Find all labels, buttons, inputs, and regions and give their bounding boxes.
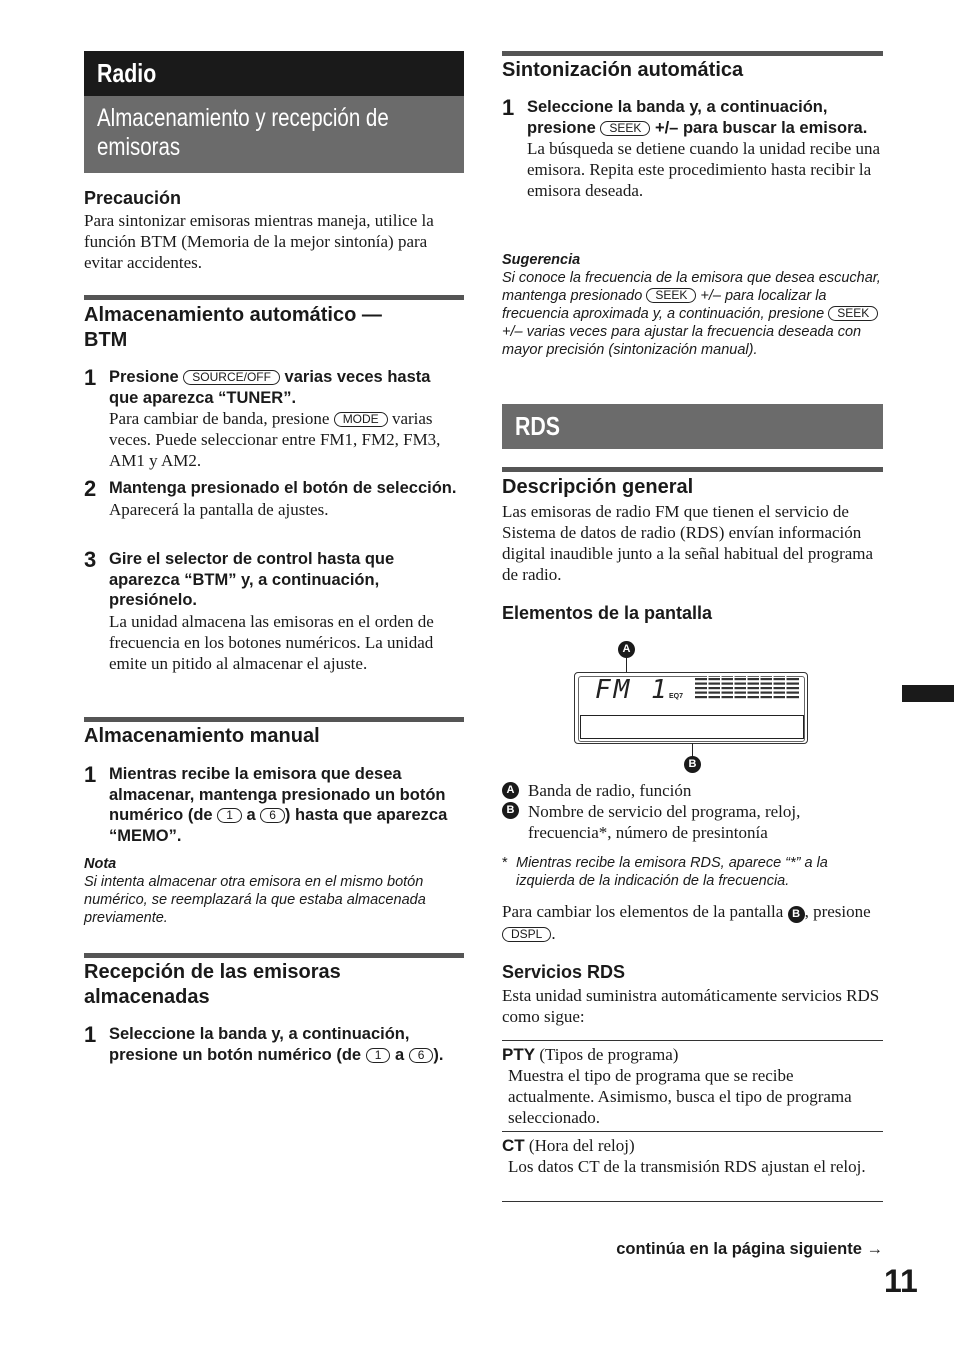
key-6: 6 — [409, 1048, 434, 1063]
services-body: Esta unidad suministra automáticamente servicios RDS como sigue: — [502, 986, 880, 1026]
step-text: ) hasta que aparezca “MEMO”. — [109, 806, 448, 845]
mode-key: MODE — [334, 412, 388, 427]
step-text: Mantenga presionado el botón de selección. — [109, 479, 457, 497]
section-rule — [84, 295, 464, 300]
rds-header-bar — [502, 404, 883, 449]
seek-key: SEEK — [828, 306, 878, 321]
service-name: (Hora del reloj) — [524, 1136, 635, 1155]
callout-b-badge: B — [684, 756, 701, 773]
auto-store-heading: Almacenamiento automático — BTM — [84, 304, 382, 351]
tip-text: +/– varias veces para ajustar la frecuencia deseada con mayor precisión (sintonización manual). — [502, 324, 862, 358]
table-rule — [502, 1040, 883, 1041]
lcd-frame — [574, 672, 808, 744]
tip-text: Si conoce la frecuencia de la emisora que desea escuchar, mantenga presionado — [502, 270, 881, 304]
key-1: 1 — [366, 1048, 391, 1063]
footnote-text: Mientras recibe la emisora RDS, aparece “*” a la izquierda de la indicación de la frecuencia. — [516, 855, 828, 889]
callout-b-badge: B — [502, 802, 519, 819]
step-text: a — [390, 1045, 409, 1064]
manual-store-heading: Almacenamiento manual — [84, 725, 320, 747]
step-body: Aparecerá la pantalla de ajustes. — [109, 499, 329, 519]
auto-store-step-1 — [84, 367, 464, 471]
step-text: Mientras recibe la emisora que desea almacenar, mantenga presionado un botón numérico (de — [109, 765, 446, 824]
section-rule — [502, 51, 883, 56]
page-edge-tab — [902, 685, 954, 702]
step-text: varias veces hasta que aparezca “TUNER”. — [109, 368, 431, 407]
step-body: La unidad almacena las emisoras en el orden de frecuencia en los botones numéricos. La unidad emite un pitido al almacenar el ajuste. — [109, 611, 434, 673]
precaution-body: Para sintonizar emisoras mientras maneja, utilice la función BTM (Memoria de la mejor sintonía) para evitar accidentes. — [84, 211, 434, 272]
auto-tuning-heading: Sintonización automática — [502, 59, 744, 81]
services-heading: Servicios RDS — [502, 962, 626, 982]
change-display-text — [502, 901, 883, 944]
tip-title: Sugerencia — [502, 252, 581, 268]
step-number: 3 — [84, 547, 97, 572]
service-code: PTY — [502, 1045, 536, 1064]
service-pty — [502, 1044, 883, 1128]
auto-store-step-3 — [84, 549, 464, 674]
key-1: 1 — [217, 808, 242, 823]
callout-a-line — [626, 658, 627, 673]
step-text: Gire el selector de control hasta que aparezca “BTM” y, a continuación, presiónelo. — [109, 550, 395, 609]
subsection-title: Almacenamiento y recepción de emisoras — [97, 104, 389, 161]
page-number: 11 — [884, 1263, 918, 1299]
callout-a-badge: A — [618, 641, 635, 658]
callout-a-badge: A — [502, 782, 519, 799]
footnote-mark: * — [502, 855, 508, 871]
display-item-a — [502, 780, 883, 799]
step-body: Para cambiar de banda, presione — [109, 409, 334, 428]
text: , presione — [804, 902, 871, 921]
item-b-text: Nombre de servicio del programa, reloj, frecuencia*, número de presintonía — [528, 802, 801, 842]
callout-b-line — [692, 743, 693, 757]
table-rule — [502, 1201, 883, 1202]
dspl-key: DSPL — [502, 927, 551, 942]
manual-store-step-1 — [84, 764, 464, 846]
overview-body: Las emisoras de radio FM que tienen el servicio de Sistema de datos de radio (RDS) envían información digital inaudible junto a la señal habitual del programa de radio. — [502, 502, 874, 584]
display-illustration — [574, 641, 810, 776]
text: Para cambiar los elementos de la pantalla — [502, 902, 788, 921]
seek-key: SEEK — [646, 288, 696, 303]
subsection-header-bar — [84, 96, 464, 173]
tip-body — [502, 269, 883, 359]
section-header-bar — [84, 51, 464, 96]
step-text: Presione — [109, 368, 184, 386]
section-rule — [84, 717, 464, 722]
section-title: Radio — [97, 58, 157, 88]
step-number: 2 — [84, 476, 97, 501]
overview-heading: Descripción general — [502, 476, 694, 498]
step-text: Seleccione la banda y, a continuación, presione — [527, 98, 828, 137]
lcd-segment-dots — [695, 676, 803, 702]
service-desc: Muestra el tipo de programa que se recibe actualmente. Asimismo, busca el tipo de programa seleccionado. — [508, 1066, 852, 1127]
step-number: 1 — [84, 762, 97, 787]
section-rule — [502, 467, 883, 472]
display-item-b — [502, 801, 883, 843]
service-ct — [502, 1135, 883, 1177]
continue-note: continúa en la página siguiente → — [616, 1240, 883, 1258]
step-number: 1 — [84, 1022, 97, 1047]
step-text: ). — [433, 1045, 444, 1064]
text: . — [551, 924, 556, 943]
step-number: 1 — [84, 365, 97, 390]
key-6: 6 — [260, 808, 285, 823]
section-rule — [84, 953, 464, 958]
rds-title: RDS — [515, 411, 561, 441]
lcd-eq-label: EQ7 — [669, 693, 684, 700]
step-text: a — [241, 806, 261, 824]
auto-store-step-2 — [84, 478, 464, 520]
display-items-heading: Elementos de la pantalla — [502, 603, 713, 623]
note-body: Si intenta almacenar otra emisora en el mismo botón numérico, se reemplazará la que estaba almacenada previamente. — [84, 874, 426, 926]
step-number: 1 — [502, 95, 515, 120]
service-name: (Tipos de programa) — [535, 1045, 679, 1064]
step-text: +/– para buscar la emisora. — [650, 118, 868, 137]
precaution-heading: Precaución — [84, 188, 182, 208]
step-body: La búsqueda se detiene cuando la unidad recibe una emisora. Repita este procedimiento hasta recibir la emisora deseada. — [527, 139, 881, 200]
footnote — [502, 854, 883, 890]
lcd-text-area — [580, 715, 804, 739]
step-body: varias veces. Puede seleccionar entre FM1, FM2, FM3, AM1 y AM2. — [109, 409, 441, 470]
table-rule — [502, 1131, 883, 1132]
item-a-text: Banda de radio, función — [528, 781, 692, 800]
lcd-band-text: FM 1 — [595, 675, 670, 705]
receive-stored-step-1 — [84, 1024, 464, 1065]
service-code: CT — [502, 1136, 525, 1155]
auto-tuning-step-1 — [502, 97, 883, 201]
service-desc: Los datos CT de la transmisión RDS ajustan el reloj. — [508, 1157, 866, 1176]
source-off-key: SOURCE/OFF — [183, 370, 280, 385]
receive-stored-heading: Recepción de las emisoras almacenadas — [84, 961, 341, 1008]
step-text: Seleccione la banda y, a continuación, presione un botón numérico (de — [109, 1025, 410, 1064]
note-title: Nota — [84, 856, 117, 872]
callout-b-badge: B — [788, 906, 805, 923]
tip-text: +/– para localizar la frecuencia aproximada y, a continuación, presione — [502, 288, 829, 322]
seek-key: SEEK — [600, 121, 650, 136]
